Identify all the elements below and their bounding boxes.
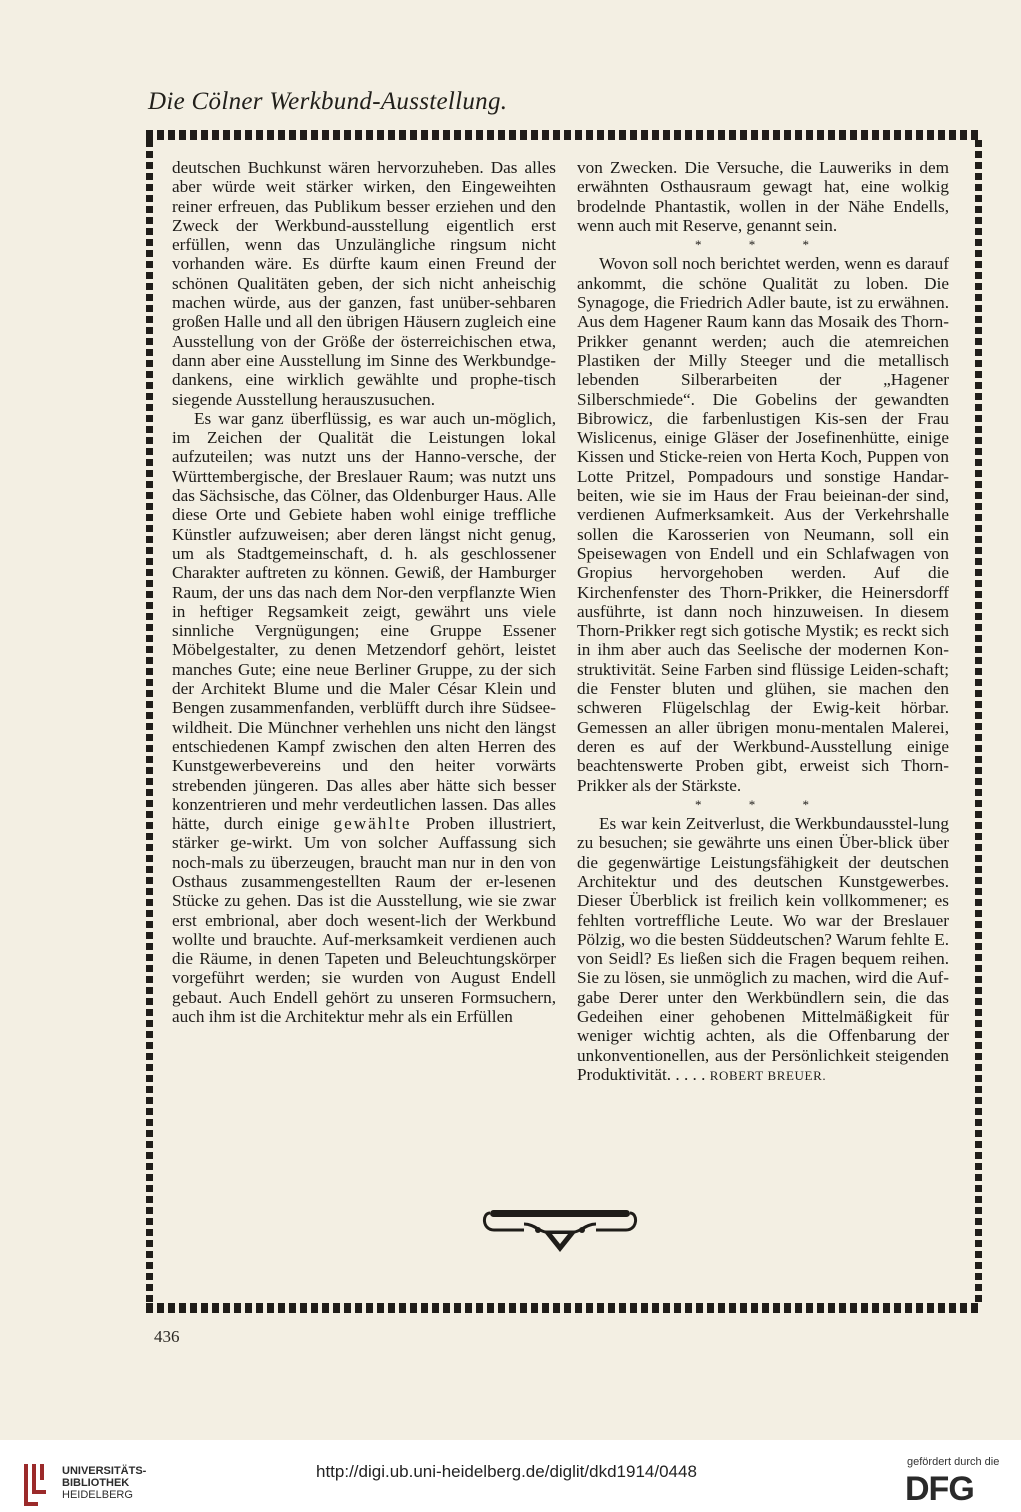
- right-paragraph-3: [577, 814, 949, 1085]
- dfg-logo: DFG: [905, 1470, 974, 1508]
- funding-caption: gefördert durch die: [907, 1456, 1000, 1468]
- right-paragraph-2: Wovon soll noch berichtet werden, wenn es darauf ankommt, die schöne Qualität zu loben. Die Synagoge, die Friedrich Adler baute, ist zu erwähnen. Aus dem Hagener Raum kann das Mosaik des Thorn-Prikker genannt werden; auch die atemreichen Plastiken der Milly Steeger und die metallisch lebenden Silberarbeiten der „Hagener Silberschmiede“. Die Gobelins der gewandten Bibrowicz, die farbenlustigen Kis-sen der Frau Wislicenus, einige Gläser der Josefinenhütte, einige Kissen und Sticke-reien von Herta Koch, Puppen von Lotte Pritzel, Pompadours und sonstige Handar-beiten, wie sie im Haus der Frau beieinan-der sind, verdienen Aufmerksamkeit. Aus der Verkehrshalle sollen die Karosserien von Neumann, soll ein Speisewagen von Endell und ein Schlafwagen von Gropius hervorgehoben werden. Auf die Kirchenfenster des Thorn-Prikker, die Heinersdorff ausführte, ist dann noch hinzuweisen. In diesem Thorn-Prikker regt sich gotische Mystik; es reckt sich in ihm aber auch das Seelische der modernen Kon-struktivität. Seine Farben sind flüssige Leiden-schaft; die Fenster bluten und glühen, sie machen den schweren Flügelschlag der Ewig-keit hörbar. Gemessen an aller übrigen monu-mentalen Malerei, deren es auf der Werkbund-Ausstellung einige beachtenswerte Proben gibt, erweist sich Thorn-Prikker als der Stärkste.: [577, 254, 949, 795]
- author-signature: ROBERT BREUER.: [709, 1067, 827, 1083]
- section-divider-stars-2: * * *: [695, 796, 831, 812]
- decorative-border-top: [146, 130, 982, 140]
- page-number: 436: [154, 1327, 180, 1346]
- right-paragraph-3-text: Es war kein Zeitverlust, die Werkbundausstel-lung zu besuchen; sie gewährte uns einen Über-blick über die gegenwärtige Leistungsfähigkeit der deutschen Architektur und des deutschen Kunstgewerbes. Dieser Überblick ist freilich kein vollkommener; es fehlten vortreffliche Leute. Wo war der Breslauer Pölzig, wo die besten Süddeutschen? Warum fehlte E. von Seidl? Es ließen sich die Fragen bequem reihen. Sie zu lösen, sie unmöglich zu machen, wird die Auf-gabe Derer unter den Werkbündlern sein, die das Gedeihen einer gehobenen Mittelmäßigkeit für weniger wichtig achten, als die Offenbarung der unkonventionellen, aus der Persönlichkeit steigenden Produktivität. . . . .: [577, 814, 949, 1084]
- left-paragraph-2-tail: Proben illustriert, stärker ge-wirkt. Um von solcher Auffassung sich noch-mals zu überzeugen, braucht man nur in den von Osthaus zusammengestellten Raum der er-lesenen Stücke zu gehen. Das ist die Ausstellung, wie sie zwar erst embrional, aber doch wesent-lich der Werkbund wollte und brauchte. Auf-merksamkeit verdienen auch die Räume, in denen Tapeten und Beleuchtungskörper vorgeführt werden; sie wurden von August Endell gebaut. Auch Endell gehört zu unseren Formsuchern, auch ihm ist die Architektur mehr als ein Erfüllen: [172, 814, 557, 1027]
- decorative-border-right: [975, 140, 982, 1303]
- section-divider-stars-1: * * *: [695, 237, 831, 253]
- right-paragraph-1: von Zwecken. Die Versuche, die Lauweriks in dem erwähnten Osthausraum gewagt hat, eine wolkig brodelnde Phantastik, wollen in der Nähe Endells, wenn auch mit Reserve, genannt sein.: [577, 158, 949, 235]
- library-name-line-3: HEIDELBERG: [62, 1489, 133, 1501]
- left-paragraph-1: deutschen Buchkunst wären hervorzuheben. Das alles aber würde weit stärker wirken, den Eingeweihten reiner erfreuen, das Publikum besser erziehen und den Zweck der Werkbund-ausstellung eigentlich erst erfüllen, wenn das Unzulängliche ringsum nicht vorhanden wäre. Es dürfte kaum einen Freund der schönen Qualitäten geben, der sich nicht anheischig machen würde, aus der ganzen, fast unüber-sehbaren großen Halle und all den übrigen Häusern zugleich eine Ausstellung von der Größe der österreichischen etwa, dann aber eine Ausstellung im Sinne des Werkbundge-dankens, eine wirklich gewählte und prophe-tisch siegende Ausstellung herauszusuchen.: [172, 158, 556, 409]
- ornament-icon: [480, 1196, 640, 1256]
- decorative-border-left: [146, 140, 153, 1303]
- viewer-footer: [0, 1440, 1021, 1512]
- left-paragraph-2: [172, 409, 556, 1027]
- left-text-column: [172, 158, 556, 1026]
- running-head-title: Die Cölner Werkbund-Ausstellung.: [148, 88, 508, 115]
- library-name: [62, 1465, 146, 1501]
- university-library-logo-icon: [22, 1462, 52, 1506]
- library-name-line-1: UNIVERSITÄTS-: [62, 1465, 147, 1477]
- right-text-column: [577, 158, 949, 1085]
- spaced-emphasis-word: gewählte: [333, 814, 412, 834]
- decorative-border-bottom: [146, 1303, 982, 1313]
- permalink-url[interactable]: http://digi.ub.uni-heidelberg.de/diglit/dkd1914/0448: [316, 1462, 697, 1481]
- left-paragraph-2-text: Es war ganz überflüssig, es war auch un-möglich, im Zeichen der Qualität die Leistungen lokal aufzuteilen; was nutzt uns der Hanno-versche, der Württembergische, der Breslauer Raum; was nutzt uns das Sächsische, das Cölner, das Oldenburger Haus. Alle diese Orte und Gebiete haben wohl einige treffliche Künstler aufzuweisen; aber deren längst nicht genug, um als Stadtgemeinschaft, d. h. als geschlossener Charakter auftreten zu können. Gewiß, der Hamburger Raum, der uns das nach dem Nor-den verpflanzte Wien in heftiger Regsamkeit zeigt, gewährt uns viele sinnliche Vergnügungen; eine Gruppe Essener Möbelgestalter, zu denen Metzendorf gehört, leistet manches Gute; eine neue Berliner Gruppe, zu der sich der Architekt Blume und die Maler César Klein und Bengen zusammenfanden, verblüfft durch ihre Südsee-wildheit. Die Münchner verhehlen uns nicht den längst entschiedenen Kampf zwischen den alten Herren des Kunstgewerbevereins und den heiter vorwärts strebenden jüngeren. Das alles aber hätte sich besser konzentrieren und mehr verdeutlichen lassen. Das alles hätte, durch einige: [172, 408, 556, 834]
- library-name-line-2: BIBLIOTHEK: [62, 1477, 130, 1489]
